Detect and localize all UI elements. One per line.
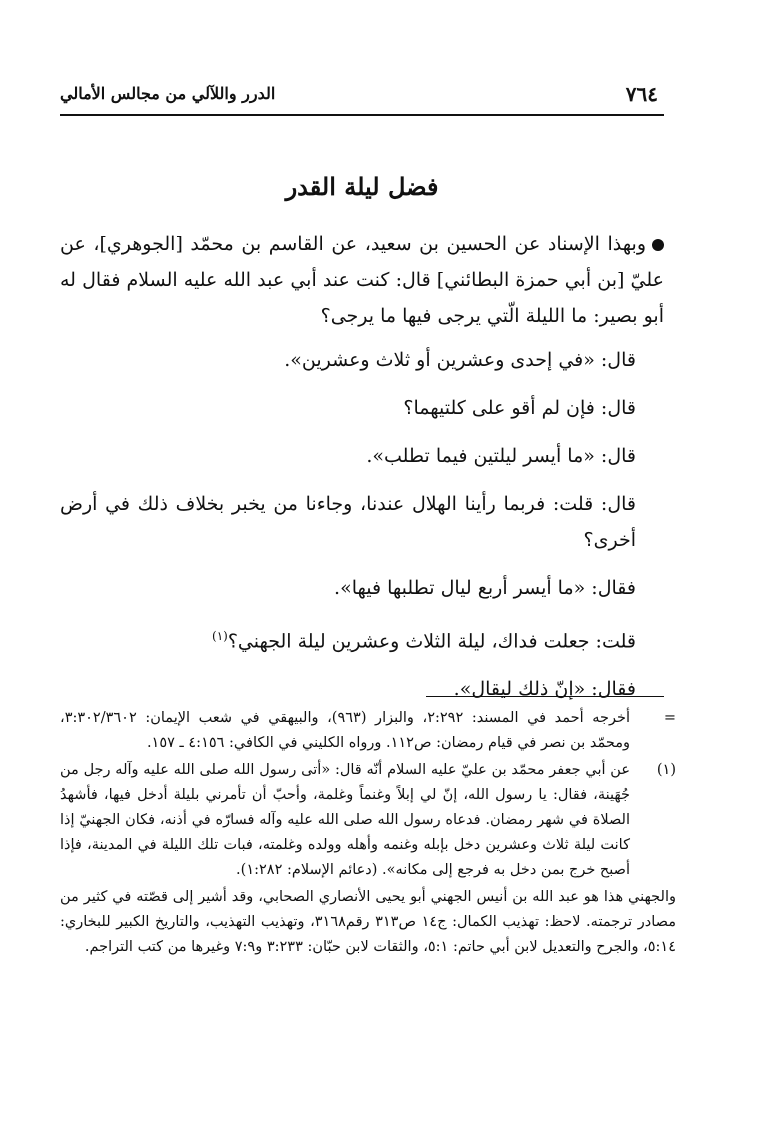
main-text xyxy=(60,226,664,719)
footnote-text: عن أبي جعفر محمّد بن عليّ عليه السلام أنّه قال: «أتى رسول الله صلى الله عليه وآله رجل من جُهَينة، فقال: يا رسول الله، إنّ لي إبلاً وغنماً وغلمة، وأحبّ أن تأمرني بليلة أدخل فيها، فأشهدُ الصلاة في شهر رمضان. فدعاه رسول الله صلى الله عليه وآله فسارّه في أذنه، فكان الجهنيّ إذا كانت ليلة ثلاث وعشرين دخل بإبله وغنمه وأهله وولده وغلمته، فبات تلك الليلة في المدينة، فإذا أصبح خرج بمن دخل به فرجع إلى مكانه». (دعائم الإسلام: ١:٢٨٢). xyxy=(60,762,630,878)
footnote-1 xyxy=(60,758,676,883)
header-rule xyxy=(60,114,664,116)
dialog-line: قال: «في إحدى وعشرين أو ثلاث وعشرين». xyxy=(284,349,636,371)
dialog-line: قال: «ما أيسر ليلتين فيما تطلب». xyxy=(366,445,636,467)
dialog-line: فقال: «ما أيسر أربع ليال تطلبها فيها». xyxy=(334,577,636,599)
footnote-marker: (١) xyxy=(656,762,676,778)
dialog-line xyxy=(60,618,664,659)
footnote-reference: (١) xyxy=(212,629,228,643)
book-title: الدرر واللآلي من مجالس الأمالي xyxy=(60,84,276,103)
footnote-marker: = xyxy=(663,710,676,726)
page-number: ٧٦٤ xyxy=(625,82,658,106)
running-header xyxy=(60,78,664,112)
footnote-text: أخرجه أحمد في المسند: ٢:٢٩٢، والبزار (٩٦٣)، والبيهقي في شعب الإيمان: ٣:٣٠٢/٣٦٠٢، ومحمّد بن نصر في قيام رمضان: ص١١٢. ورواه الكليني في الكافي: ٤:١٥٦ ـ ١٥٧. xyxy=(60,710,630,751)
bullet-icon xyxy=(652,239,664,251)
footnote-continued xyxy=(60,706,676,756)
footnote-rule xyxy=(426,696,664,697)
dialog-paragraph: قال: قلت: فربما رأينا الهلال عندنا، وجاءنا من يخبر بخلاف ذلك في أرض أخرى؟ xyxy=(60,493,636,551)
footnotes xyxy=(60,706,676,960)
section-title: فضل ليلة القدر xyxy=(285,172,439,201)
intro-text: وبهذا الإسناد عن الحسين بن سعيد، عن القاسم بن محمّد [الجوهري]، عن عليّ [بن أبي حمزة البطائني] قال: كنت عند أبي عبد الله عليه السلام فقال له أبو بصير: ما الليلة الّتي يرجى فيها ما يرجى؟ xyxy=(60,233,664,327)
intro-paragraph xyxy=(60,226,664,334)
dialog-text: قلت: جعلت فداك، ليلة الثلاث وعشرين ليلة الجهني؟ xyxy=(227,630,636,653)
footnote-1-continuation: والجهني هذا هو عبد الله بن أنيس الجهني أبو يحيى الأنصاري الصحابي، وقد أشير إلى قصّته في كثير من مصادر ترجمته. لاحظ: تهذيب الكمال: ج١٤ ص٣١٣ رقم٣١٦٨، وتهذيب التهذيب، والتاريخ الكبير للبخاري: ٥:١٤، والجرح والتعديل لابن أبي حاتم: ٥:١، والثقات لابن حبّان: ٣:٢٣٣ و٧:٩ وغيرها من كتب التراجم. xyxy=(60,889,677,955)
dialog-line: قال: فإن لم أقو على كلتيهما؟ xyxy=(403,397,636,419)
dialog-line: فقال: «إنّ ذلك ليقال». xyxy=(453,678,636,701)
